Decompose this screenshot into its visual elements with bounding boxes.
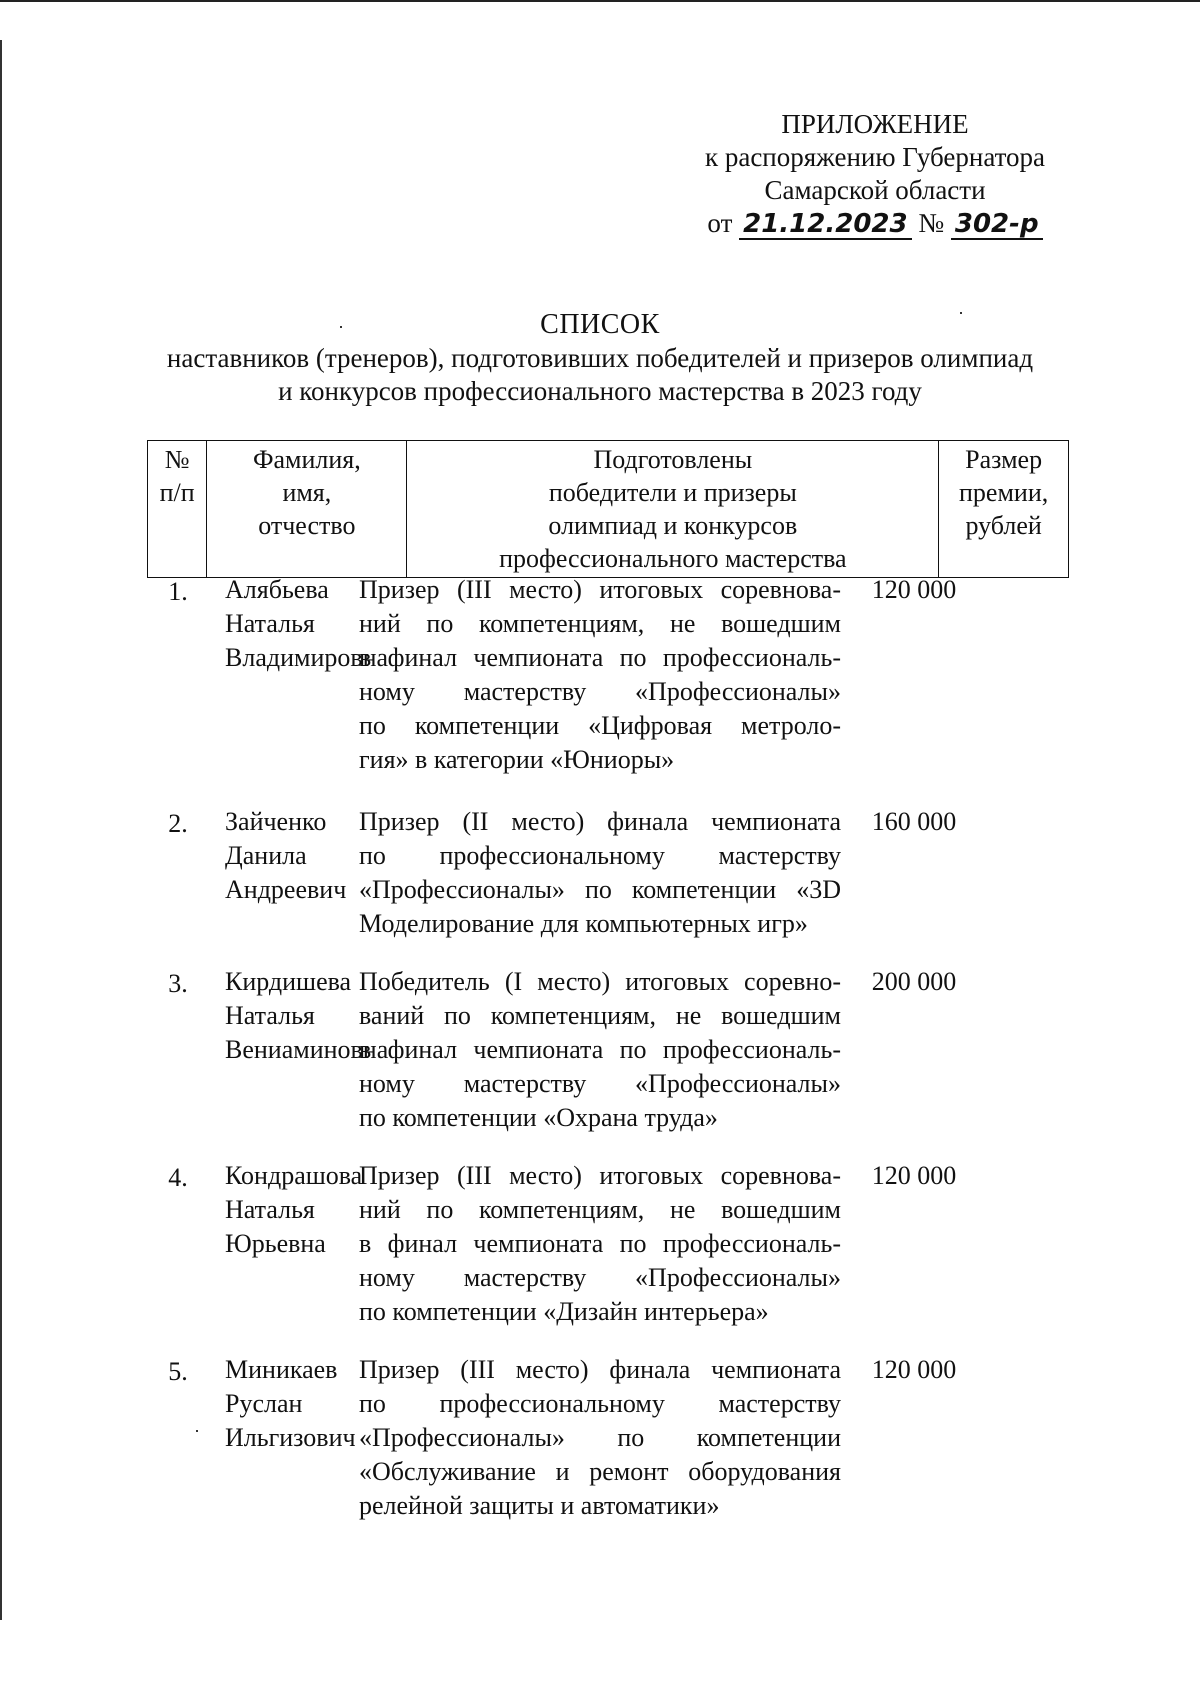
title-subtitle-1: наставников (тренеров), подготовивших победителей и призеров олимпиад xyxy=(166,343,1034,373)
appendix-heading: ПРИЛОЖЕНИЕ xyxy=(781,109,969,139)
row-description: Призер (III место) финала чемпионата по профессиональному мастерству «Профессионалы» по компетенции «Обслуживание и ремонт оборудования релейной защиты и автоматики» xyxy=(359,1355,841,1520)
scan-edge-left xyxy=(0,40,2,1620)
appendix-date-line xyxy=(680,207,1070,240)
row-amount: 120 000 xyxy=(871,575,957,604)
header-amount: Размер премии, рублей xyxy=(939,441,1069,578)
handwritten-number: 302-р xyxy=(951,210,1043,240)
row-name: Кондрашова Наталья Юрьевна xyxy=(225,1161,363,1258)
row-number: 3. xyxy=(168,969,188,998)
table-row xyxy=(147,1159,1069,1329)
row-amount: 160 000 xyxy=(871,807,957,836)
row-name: Алябьева Наталья Владимировна xyxy=(225,575,389,672)
scan-speck xyxy=(196,1430,198,1432)
row-number: 1. xyxy=(168,577,188,606)
number-prefix: № xyxy=(918,208,945,238)
header-num: № п/п xyxy=(148,441,207,578)
table-row xyxy=(147,805,1069,941)
row-description: Призер (II место) финала чемпионата по профессиональному мастерству «Профессионалы» по компетенции «3D Моделирование для компьютерных игр» xyxy=(359,807,841,938)
appendix-block xyxy=(680,108,1070,240)
header-name: Фамилия, имя, отчество xyxy=(207,441,407,578)
row-name: Зайченко Данила Андреевич xyxy=(225,807,347,904)
row-name: Кирдишева Наталья Вениаминовна xyxy=(225,967,389,1064)
document-title xyxy=(0,308,1200,408)
table-body xyxy=(147,573,1069,1523)
row-number: 5. xyxy=(168,1357,188,1386)
date-prefix: от xyxy=(707,208,733,238)
table-row xyxy=(147,573,1069,777)
scan-speck xyxy=(960,312,962,314)
title-name: СПИСОК xyxy=(540,309,660,340)
row-number: 2. xyxy=(168,809,188,838)
row-name: Миникаев Руслан Ильгизович xyxy=(225,1355,356,1452)
row-description: Призер (III место) итоговых соревнова- ний по компетенциям, не вошедшим в финал чемпионата по профессиональ- ному мастерству «Профессионалы» по компетенции «Дизайн интерьера» xyxy=(359,1161,841,1326)
row-amount: 120 000 xyxy=(871,1161,957,1190)
table-header xyxy=(147,440,1069,578)
scan-speck xyxy=(340,326,342,328)
scan-edge-top xyxy=(0,0,1200,2)
row-amount: 200 000 xyxy=(871,967,957,996)
row-description: Победитель (I место) итоговых соревно- ваний по компетенциям, не вошедшим в финал чемпионата по профессиональ- ному мастерству «Профессионалы» по компетенции «Охрана труда» xyxy=(359,967,841,1132)
table-row xyxy=(147,1353,1069,1523)
appendix-line-2: Самарской области xyxy=(764,175,986,205)
row-description: Призер (III место) итоговых соревнова- ний по компетенциям, не вошедшим в финал чемпионата по профессиональ- ному мастерству «Профессионалы» по компетенции «Цифровая метроло- гия» в категории «Юниоры» xyxy=(359,575,841,774)
header-description: Подготовлены победители и призеры олимпиад и конкурсов профессионального мастерства xyxy=(407,441,939,578)
row-number: 4. xyxy=(168,1163,188,1192)
handwritten-date: 21.12.2023 xyxy=(739,210,911,240)
table-row xyxy=(147,965,1069,1135)
appendix-line-1: к распоряжению Губернатора xyxy=(704,142,1046,172)
title-subtitle-2: и конкурсов профессионального мастерства в 2023 году xyxy=(278,376,922,406)
row-amount: 120 000 xyxy=(871,1355,957,1384)
